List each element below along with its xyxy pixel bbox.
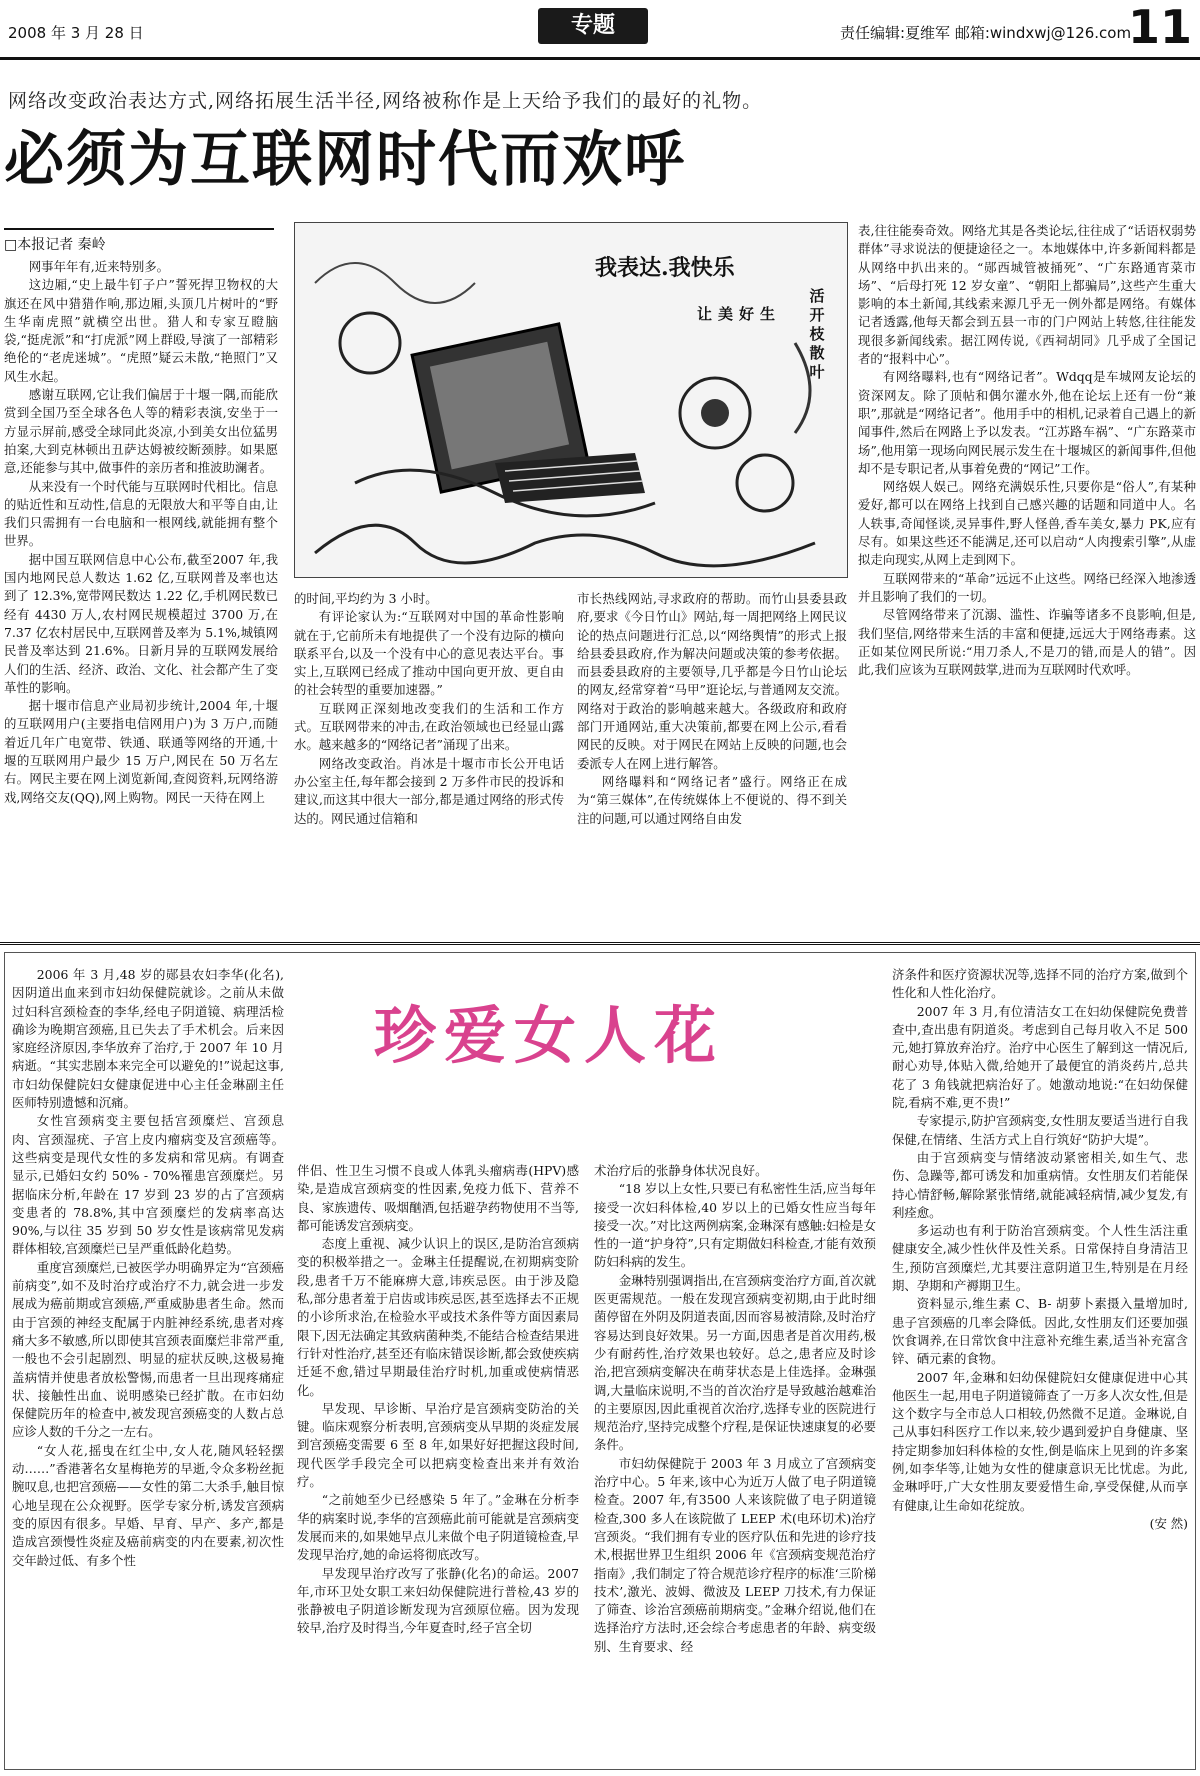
paragraph: 专家提示,防护宫颈病变,女性朋友要适当进行自我保健,在情绪、生活方式上自行筑好“防护大堤”。: [892, 1113, 1188, 1147]
masthead: [0, 0, 1200, 60]
article1-subhead: 网络改变政治表达方式,网络拓展生活半径,网络被称作是上天给予我们的最好的礼物。: [8, 90, 763, 112]
section-divider: [0, 942, 1200, 945]
paragraph: 感谢互联网,它让我们偏居于十堰一隅,而能欣赏到全国乃至全球各色人等的精彩表演,安坐于一方显示屏前,感受全球同此炎凉,小到美女出位猛男拍案,大到克林顿出丑萨达姆被绞断颈脖。如果愿意,还能参与其中,做事件的亲历者和推波助澜者。: [4, 387, 278, 476]
paragraph: 2007 年,金琳和妇幼保健院妇女健康促进中心其他医生一起,用电子阴道镜筛查了一万多人次女性,但是这个数字与全市总人口相较,仍然微不足道。金琳说,自己从事妇科医疗工作以来,较少遇到爱护自身健康、坚持定期参加妇科体检的女性,倒是临床上见到的许多案例,如李华等,让她为女性的健康意识无比忧虑。为此,金琳呼吁,广大女性朋友要爱惜生命,享受保健,从而享有健康,让生命如花绽放。: [892, 1369, 1188, 1513]
paragraph: 重度宫颈糜烂,已被医学办明确界定为“宫颈癌前病变”,如不及时治疗或治疗不力,就会进一步发展成为癌前期或宫颈癌,严重威胁患者生命。然而由于宫颈的神经支配属于内脏神经系统,患者对疼痛大多不敏感,所以即使其宫颈表面糜烂非常严重,一般也不会引起剧烈、明显的症状反映,这极易掩盖病情并使患者放松警惕,而患者一旦出现疼痛症状、接触性出血、说明感染已经扩散。在市妇幼保健院历年的检查中,被发现宫颈癌变的人数占总应诊人数的千分之一左右。: [12, 1259, 284, 1440]
paragraph: 多运动也有利于防治宫颈病变。个人性生活注重健康安全,减少性伙伴及性关系。日常保持自身清洁卫生,预防宫颈糜烂,尤其要注意阴道卫生,特别是在月经期、孕期和产褥期卫生。: [892, 1223, 1188, 1294]
paragraph: “之前她至少已经感染 5 年了。”金琳在分析李华的病案时说,李华的宫颈癌此前可能就是宫颈病变发展而来的,如果她早点儿来做个电子阴道镜检查,早发现早治疗,她的命运将彻底改写。: [297, 1492, 579, 1563]
paragraph: 女性宫颈病变主要包括宫颈糜烂、宫颈息肉、宫颈湿疣、子宫上皮内瘤病变及宫颈癌等。这些病变是现代女性的多发病和常见病。有调查显示,已婚妇女约 50% - 70%罹患宫颈糜烂。另据临床分析,年龄在 17 岁到 23 岁的占了宫颈病变患者的 78.8%,其中宫颈糜烂的发病率高达 90%,与以往 35 岁到 50 岁女性是该病常见发病群体相较,宫颈糜烂已呈严重低龄化趋势。: [12, 1113, 284, 1257]
paragraph: 网络曝料和“网络记者”盛行。网络正在成为“第三媒体”,在传统媒体上不便说的、得不到关注的问题,可以通过网络自由发: [577, 773, 847, 826]
illustration-side-caption: 让美好生: [697, 305, 782, 323]
paragraph: 据十堰市信息产业局初步统计,2004 年,十堰的互联网用户(主要指电信网用户)为 3 万户,而随着近几年广电宽带、铁通、联通等网络的开通,十堰的互联网用户最少 15 万户,网民在 50 万名左右。网民主要在网上浏览新闻,查阅资料,玩网络游戏,网络交友(QQ),网上购物。网民一天待在网上: [4, 698, 278, 805]
paragraph: 早发现、早诊断、早治疗是宫颈病变防治的关键。临床观察分析表明,宫颈病变从早期的炎症发展到宫颈癌变需要 6 至 8 年,如果好好把握这段时间,现代医学手段完全可以把病变检查出来并有效治疗。: [297, 1400, 579, 1490]
illustration-drawing: [295, 223, 848, 578]
paragraph: 2006 年 3 月,48 岁的郧县农妇李华(化名),因阴道出血来到市妇幼保健院就诊。之前从未做过妇科宫颈检查的李华,经电子阴道镜、病理活检确诊为晚期宫颈癌,且已失去了手术机会。后来因家庭经济原因,李华放弃了治疗,于 2007 年 10 月病逝。“其实悲剧本来完全可以避免的!”说起这事,市妇幼保健院妇女健康促进中心主任金琳副主任医师特别遗憾和沉痛。: [12, 967, 284, 1111]
section-tag: 专题: [538, 8, 648, 44]
paragraph: 从来没有一个时代能与互联网时代相比。信息的贴近性和互动性,信息的无限放大和平等自由,让我们只需拥有一台电脑和一根网线,就能拥有整个世界。: [4, 478, 278, 549]
paragraph: 据中国互联网信息中心公布,截至2007 年,我国内地网民总人数达 1.62 亿,互联网普及率也达到了 12.3%,宽带网民数达 1.22 亿,手机网民数已经有 4430 万人,农村网民规模超过 3700 万,在 7.37 亿农村居民中,互联网普及率为 5.1%,城镇网民普及率达到 21.6%。日新月异的互联网发展给人们的生活、经济、政治、文化、社会都产生了变革性的影响。: [4, 551, 278, 695]
article2-signature: (安 然): [1149, 1515, 1188, 1531]
paragraph: 市长热线网站,寻求政府的帮助。而竹山县委县政府,要求《今日竹山》网站,每一周把网络上网民议论的热点问题进行汇总,以“网络舆情”的形式上报给县委县政府,作为解决问题或决策的参考依据。而县委县政府的主要领导,几乎都是今日竹山论坛的网友,经常穿着“马甲”逛论坛,与普通网友交流。网络对于政治的影响越来越大。各级政府和政府部门开通网站,重大决策前,都要在网上公示,看看网民的反映。对于网民在网站上反映的问题,也会委派专人在网上进行解答。: [577, 591, 847, 771]
paragraph: 伴侣、性卫生习惯不良或人体乳头瘤病毒(HPV)感染,是造成宫颈病变的性因素,免疫力低下、营养不良、家族遗传、吸烟酗酒,包括避孕药物使用不当等,都可能诱发宫颈病变。: [297, 1163, 579, 1233]
paragraph: 网事年年有,近来特别多。: [28, 259, 170, 274]
article2-title: 珍爱女人花: [374, 999, 725, 1072]
paragraph: 态度上重视、减少认识上的误区,是防治宫颈病变的积极举措之一。金琳主任提醒说,在初期病变阶段,患者千万不能麻痹大意,讳疾忌医。由于涉及隐私,部分患者羞于启齿或讳疾忌医,甚至选择去不正规的小诊所求治,在检验水平或技术条件等方面因素局限下,因无法确定其致病菌种类,不能结合检查结果进行针对性治疗,甚至还有临床错误诊断,都会致使疾病迁延不愈,错过早期最佳治疗时机,加重或使病情恶化。: [297, 1236, 579, 1398]
paragraph: 市妇幼保健院于 2003 年 3 月成立了宫颈病变治疗中心。5 年来,该中心为近万人做了电子阴道镜检查。2007 年,有3500 人来该院做了电子阴道镜检查,300 多人在该院做了 LEEP 术(电环切术)治疗宫颈炎。“我们拥有专业的医疗队伍和先进的诊疗技术,根据世界卫生组织 2006 年《宫颈病变规范治疗指南》,我们制定了符合规范诊疗程序的标准‘三阶梯技术’,激光、波姆、微波及 LEEP 刀技术,有力保证了筛查、诊治宫颈癌前期病变。”金琳介绍说,他们在选择治疗方法时,还会综合考虑患者的年龄、病变级别、生育要求、经: [594, 1455, 876, 1654]
issue-date: 2008 年 3 月 28 日: [8, 24, 144, 42]
article2-column-3: [594, 1162, 876, 1766]
editor-credit: 责任编辑:夏维军 邮箱:windxwj@126.com: [840, 24, 1132, 42]
paragraph: 有网络曝料,也有“网络记者”。Wdqq是车城网友论坛的资深网友。除了顶帖和偶尔灌水外,他在论坛上还有一份“兼职”,那就是“网络记者”。他用手中的相机,记录着自己遇上的新闻事件,然后在网路上予以发表。“江苏路车祸”、“广东路菜市场”,他用第一现场向网民展示发生在十堰城区的新闻事件,但他却不是专职记者,从事着免费的“网记”工作。: [858, 369, 1196, 476]
article1-headline: 必须为互联网时代而欢呼: [4, 125, 686, 195]
paragraph: 互联网带来的“革命”远远不止这些。网络已经深入地渗透并且影响了我们的一切。: [858, 570, 1196, 604]
article1-byline: □本报记者 秦岭: [4, 228, 274, 254]
paragraph: 的时间,平均约为 3 小时。: [294, 591, 438, 606]
paragraph: 2007 年 3 月,有位清洁女工在妇幼保健院免费普查中,查出患有阴道炎。考虑到自己每月收入不足 500 元,她打算放弃治疗。治疗中心医生了解到这一情况后,耐心劝导,体贴入微,给她开了最便宜的消炎药片,总共花了 3 角钱就把病治好了。她激动地说:“在妇幼保健院,看病不难,更不贵!”: [892, 1003, 1188, 1111]
paragraph: 术治疗后的张静身体状况良好。: [594, 1163, 768, 1178]
article2-column-4: [892, 966, 1188, 1766]
paragraph: 网络娱人娱己。网络充满娱乐性,只要你是“俗人”,有某种爱好,都可以在网络上找到自己感兴趣的话题和同道中人。名人轶事,奇闻怪谈,灵异事件,野人怪兽,香车美女,暴力 PK,应有尽有。如果这些还不能满足,还可以启动“人肉搜索引擎”,从虚拟走向现实,从网上走到网下。: [858, 479, 1196, 568]
paragraph: 表,往往能奏奇效。网络尤其是各类论坛,往往成了“话语权弱势群体”寻求说法的便捷途径之一。本地媒体中,许多新闻料都是从网络中扒出来的。“郧西城管被捅死”、“广东路通宵菜市场”、“后母打死 12 岁女童”、“朝阳上都骗局”,这些产生重大影响的本土新闻,其线索来源几乎无一例外都是网络。有媒体记者透露,他每天都会到五县一市的门户网站上转悠,往往能发现很多新闻线索。据江网传说,《西祠胡同》几乎成了全国记者的“报料中心”。: [858, 223, 1196, 367]
page-number: 11: [1127, 0, 1192, 54]
paragraph: 这边厢,“史上最牛钉子户”誓死捍卫物权的大旗还在风中猎猎作响,那边厢,头顶几片树叶的“野生华南虎照”就横空出世。猎人和专家互瞪脑袋,“挺虎派”和“打虎派”网上群殴,导演了一部精彩绝伦的“老虎迷城”。“虎照”疑云未散,“艳照门”又风生水起。: [4, 277, 278, 384]
paragraph: 资料显示,维生素 C、B- 胡萝卜素摄入量增加时,患子宫颈癌的几率会降低。因此,女性朋友们还要加强饮食调养,在日常饮食中注意补充维生素,适当补充富含锌、硒元素的食物。: [892, 1296, 1188, 1367]
paragraph: “女人花,摇曳在红尘中,女人花,随风轻轻摆动……”香港著名女星梅艳芳的早逝,令众多粉丝扼腕叹息,也把宫颈癌——女性的第二大杀手,触目惊心地呈现在公众视野。医学专家分析,诱发宫颈病变的原因有很多。早婚、早育、早产、多产,都是造成宫颈慢性炎症及癌前病变的内在要素,初次性交年龄过低、有多个性: [12, 1442, 284, 1568]
illustration-caption: 我表达.我快乐: [595, 255, 735, 281]
paragraph: 网络改变政治。肖冰是十堰市市长公开电话办公室主任,每年都会接到 2 万多件市民的投诉和建议,而这其中很大一部分,都是通过网络的形式传达的。网民通过信箱和: [294, 755, 564, 826]
illustration-vertical-caption: 活开枝散叶: [809, 287, 825, 381]
paragraph: 济条件和医疗资源状况等,选择不同的治疗方案,做到个性化和人性化治疗。: [892, 967, 1188, 1001]
article1-column-1: [4, 258, 278, 936]
paragraph: 由于宫颈病变与情绪波动紧密相关,如生气、悲伤、急躁等,都可诱发和加重病情。女性朋友们若能保持心情舒畅,解除紧张情绪,就能减轻病情,减少复发,有利痊愈。: [892, 1149, 1188, 1220]
paragraph: 有评论家认为:“互联网对中国的革命性影响就在于,它前所未有地提供了一个没有边际的横向联系平台,以及一个没有中心的意见表达平台。事实上,互联网已经成了推动中国向更开放、更自由的社会转型的重要加速器。”: [294, 609, 564, 698]
article1-illustration: [294, 222, 848, 578]
article2-column-2: [297, 1162, 579, 1766]
paragraph: 尽管网络带来了沉溺、滥性、诈骗等诸多不良影响,但是,我们坚信,网络带来生活的丰富和便捷,远远大于网络毒素。这正如某位网民所说:“用刀杀人,不是刀的错,而是人的错”。因此,我们应该为互联网鼓掌,进而为互联网时代欢呼。: [858, 607, 1196, 678]
paragraph: 互联网正深刻地改变我们的生活和工作方式。互联网带来的冲击,在政治领域也已经显山露水。越来越多的“网络记者”涌现了出来。: [294, 700, 564, 753]
article2-column-1: [12, 966, 284, 1766]
article1-column-4: [858, 222, 1196, 936]
article1-column-3: [577, 590, 847, 936]
paragraph: “18 岁以上女性,只要已有私密性生活,应当每年接受一次妇科体检,40 岁以上的已婚女性应当每年接受一次。”对比这两例病案,金琳深有感触:妇检是女性的一道“护身符”,只有定期做妇科检查,才能有效预防妇科病的发生。: [594, 1181, 876, 1270]
article1-column-2: [294, 590, 564, 936]
paragraph: 金琳特别强调指出,在宫颈病变治疗方面,首次就医更需规范。一般在发现宫颈病变初期,由于此时细菌停留在外阴及阴道表面,因而容易被清除,及时治疗容易达到良好效果。另一方面,因患者是首次用药,极少有耐药性,治疗效果也较好。总之,患者应及时诊治,把宫颈病变解决在萌芽状态是上佳选择。金琳强调,大量临床说明,不当的首次治疗是导致越治越难治的主要原因,因此重视首次治疗,选择专业的医院进行规范治疗,坚持完成整个疗程,是保证快速康复的必要条件。: [594, 1272, 876, 1453]
paragraph: 早发现早治疗改写了张静(化名)的命运。2007 年,市环卫处女职工来妇幼保健院进行普检,43 岁的张静被电子阴道诊断发现为宫颈原位癌。因为发现较早,治疗及时得当,今年夏查时,经子宫全切: [297, 1565, 579, 1636]
